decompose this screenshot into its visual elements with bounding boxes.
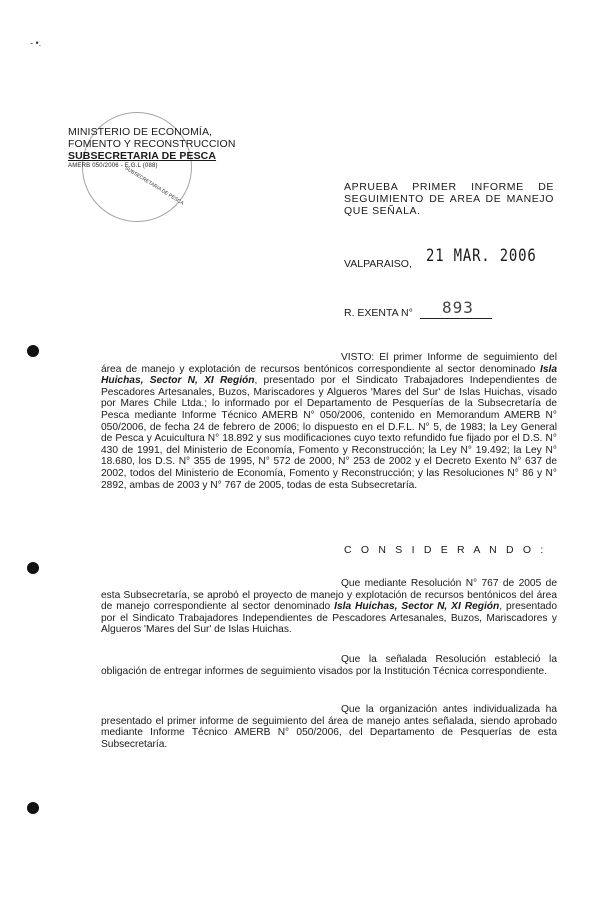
c1-text-pre: de esta Subsecretaría, se aprobó el proyecto de manejo y explotación de recursos bentónicos del área de manejo correspondiente al sector denominado xyxy=(101,578,557,613)
visto-lead: VISTO: El primer Informe de seguimiento xyxy=(341,352,539,363)
ministry-line-1: MINISTERIO DE ECONOMÍA, xyxy=(68,126,213,138)
visto-text-pre: del área de manejo y explotación de recursos bentónicos correspondiente al sector denominado xyxy=(101,352,557,375)
punch-hole-middle xyxy=(27,562,39,574)
ministry-line-3: SUBSECRETARIA DE PESCA xyxy=(68,150,217,162)
punch-hole-bottom xyxy=(27,802,39,814)
considerando-heading: C O N S I D E R A N D O : xyxy=(344,544,547,556)
punch-hole-top xyxy=(27,345,39,357)
considerando-2 xyxy=(101,654,557,677)
date-label: VALPARAISO, xyxy=(344,258,412,270)
c2-text: obligación de entregar informes de seguimiento visados por la Institución Técnica correspondiente. xyxy=(101,665,548,677)
c1-text-post: , presentado por el Sindicato Trabajadores Independientes de Pescadores Artesanales, Buzos, Mariscadores y Algueros 'Mares del Sur' de Islas Huichas. xyxy=(101,601,558,636)
document-title: APRUEBA PRIMER INFORME DE SEGUIMIENTO DE AREA DE MANEJO QUE SEÑALA. xyxy=(344,181,554,217)
resolution-label: R. EXENTA N° xyxy=(344,307,413,319)
c2-lead: Que la señalada Resolución estableció la xyxy=(341,654,557,665)
resolution-underline xyxy=(420,318,492,319)
top-mark: - •. xyxy=(30,38,42,48)
stamp-text: SUBSECRETARIA DE PESCA xyxy=(123,165,185,207)
considerando-3 xyxy=(101,704,557,750)
ministry-header xyxy=(68,126,236,170)
c1-lead: Que mediante Resolución N° 767 de 2005 xyxy=(341,578,542,589)
c3-text: ha presentado el primer informe de seguimiento del área de manejo antes señalada, siendo aprobado mediante Informe Técnico AMERB N° 050/2006, del Departamento de Pesquerías de esta Subsecretaría. xyxy=(101,704,557,750)
ministry-line-2: FOMENTO Y RECONSTRUCCION xyxy=(68,138,236,150)
visto-sector-name: Isla Huichas, Sector N, XI Región xyxy=(101,363,557,387)
considerando-1 xyxy=(101,578,557,636)
c1-sector-name: Isla Huichas, Sector N, XI Región xyxy=(334,601,500,613)
resolution-number: 893 xyxy=(442,298,474,317)
visto-text-post: , presentado por el Sindicato Trabajadores Independientes de Pescadores Artesanales, Buzos, Mariscadores y Algueros 'Mares del Sur' de Islas Huichas, visado por Mares Chile Ltda.; lo informado por el Departamento de Pesquerías de la Subsecretaría de Pesca mediante Informe Técnico AMERB N° 050/2006, contenido en Memorandum AMERB N° 050/2006, de fecha 24 de febrero de 2006; lo dispuesto en el D.F.L. N° 5, de 1983; la Ley General de Pesca y Acuicultura N° 18.892 y sus modificaciones cuyo texto refundido fue fijado por el D.S. N° 430 de 1991, del Ministerio de Economía, Fomento y Reconstrucción; la Ley N° 19.492; la Ley N° 18.680, los D.S. N° 355 de 1995, N° 572 de 2000, N° 253 de 2002 y el Decreto Exento N° 637 de 2002, todos del Ministerio de Economía, Fomento y Reconstrucción; y las Resoluciones N° 86 y N° 2892, ambas de 2003 y N° 767 de 2005, todas de esta Subsecretaría. xyxy=(101,375,557,491)
ministry-line-4: AMERB 050/2006 - E.G.L (088) xyxy=(68,163,158,169)
visto-paragraph xyxy=(101,352,557,491)
c3-lead: Que la organización antes individualizada xyxy=(341,704,541,715)
handwritten-date: 21 MAR. 2006 xyxy=(426,246,537,266)
